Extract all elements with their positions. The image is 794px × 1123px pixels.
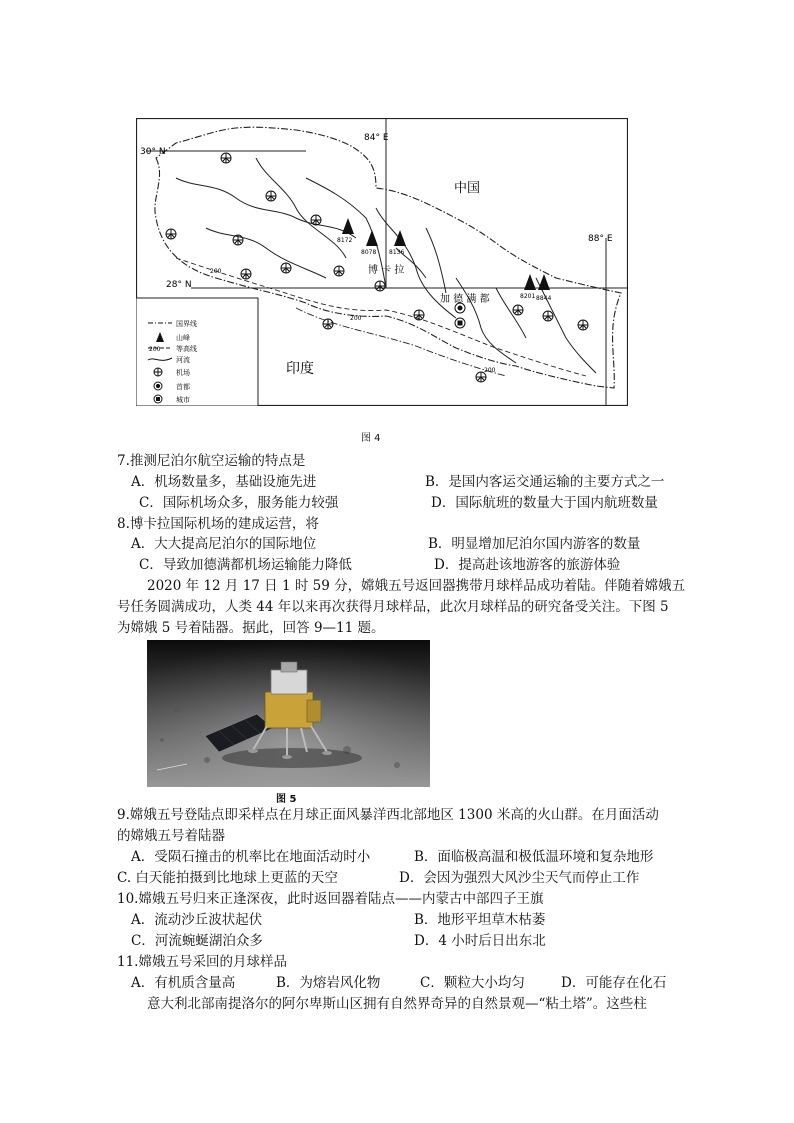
q9-option-a: A．受陨石撞击的机率比在地面活动时小 — [131, 849, 371, 865]
peak-label: 8078 — [361, 249, 377, 256]
q11-option-b: B．为熔岩风化物 — [276, 975, 381, 991]
legend-airport: 机场 — [176, 369, 190, 377]
contour-label: 200 — [350, 315, 362, 322]
nepal-map — [136, 118, 628, 406]
lat-28-label: 28° N — [166, 280, 192, 290]
ascender-module — [271, 670, 307, 694]
contour-label: 200 — [484, 367, 496, 374]
q10-option-a: A．流动沙丘波状起伏 — [131, 912, 263, 928]
q9-option-b: B．面临极高温和极低温环境和复杂地形 — [414, 849, 654, 865]
peak-label: 8844 — [536, 295, 552, 302]
q11-option-d: D．可能存在化石 — [561, 975, 667, 991]
intro-line-1: 2020 年 12 月 17 日 1 时 59 分，嫦娥五号返回器携带月球样品成功着陆。伴随着嫦娥五 — [147, 578, 686, 594]
legend-river: 河流 — [176, 356, 190, 364]
intro-line-2: 号任务圆满成功，人类 44 年以来再次获得月球样品，此次月球样品的研究备受关注。下图 5 — [117, 599, 669, 615]
peak-label: 8136 — [389, 249, 405, 256]
q11-option-a: A．有机质含量高 — [131, 975, 236, 991]
pokhara-label: 博 卡 拉 — [368, 265, 405, 276]
q9-stem-line-1: 9.嫦娥五号登陆点即采样点在月球正面风暴洋西北部地区 1300 米高的火山群。在月面活动 — [117, 807, 659, 823]
q10-option-d: D．4 小时后日出东北 — [414, 933, 546, 949]
legend-capital: 首都 — [176, 383, 190, 391]
legend-peak: 山峰 — [176, 334, 190, 342]
china-label: 中国 — [454, 181, 481, 196]
change5-lander-photo — [147, 640, 430, 787]
next-paragraph-line: 意大利北部南提洛尔的阿尔卑斯山区拥有自然界奇异的自然景观—“粘土塔”。这些柱 — [147, 996, 647, 1012]
q7-option-a: A．机场数量多，基础设施先进 — [131, 474, 317, 490]
q7-option-b: B．是国内客运交通运输的主要方式之一 — [425, 474, 665, 490]
lon-84-label: 84° E — [364, 133, 389, 143]
legend-contour: 等高线 — [176, 345, 197, 353]
legend-contour-value: 200 — [149, 346, 161, 353]
q9-option-d: D．会因为强烈大风沙尘天气而停止工作 — [399, 870, 640, 886]
peak-label: 8201 — [520, 293, 536, 300]
figure-5-caption: 图 5 — [276, 794, 297, 805]
q7-option-d: D．国际航班的数量大于国内航班数量 — [431, 495, 658, 511]
q7-stem: 7.推测尼泊尔航空运输的特点是 — [117, 453, 306, 469]
q8-stem: 8.博卡拉国际机场的建成运营，将 — [117, 516, 319, 532]
q7-option-c: C．国际机场众多，服务能力较强 — [139, 495, 339, 511]
q9-option-c: C. 白天能拍摄到比地球上更蓝的天空 — [117, 870, 338, 886]
contour-label: 200 — [210, 268, 222, 275]
q8-option-a: A．大大提高尼泊尔的国际地位 — [131, 536, 317, 552]
q8-option-d: D．提高赴该地游客的旅游体验 — [434, 557, 621, 573]
q9-stem-line-2: 的嫦娥五号着陆器 — [117, 828, 225, 844]
lon-88-label: 88° E — [588, 234, 613, 244]
q10-option-b: B．地形平坦草木枯萎 — [414, 912, 546, 928]
q8-option-c: C．导致加德满都机场运输能力降低 — [139, 557, 352, 573]
q11-stem: 11.嫦娥五号采回的月球样品 — [117, 954, 287, 970]
q8-option-b: B．明显增加尼泊尔国内游客的数量 — [428, 536, 641, 552]
peak-label: 8172 — [337, 237, 353, 244]
figure-4-caption: 图 4 — [361, 433, 381, 444]
legend-city: 城市 — [176, 396, 190, 404]
india-label: 印度 — [286, 361, 314, 377]
legend-border: 国界线 — [176, 320, 197, 328]
lander-body — [265, 692, 313, 728]
intro-line-3: 为嫦娥 5 号着陆器。据此，回答 9—11 题。 — [117, 620, 385, 636]
q10-stem: 10.嫦娥五号归来正逢深夜，此时返回器着陆点——内蒙古中部四子王旗 — [117, 891, 544, 907]
kathmandu-label: 加 德 满 都 — [440, 294, 490, 305]
lat-30-label: 30° N — [140, 147, 166, 157]
q10-option-c: C．河流蜿蜒湖泊众多 — [131, 933, 263, 949]
q11-option-c: C．颗粒大小均匀 — [420, 975, 525, 991]
